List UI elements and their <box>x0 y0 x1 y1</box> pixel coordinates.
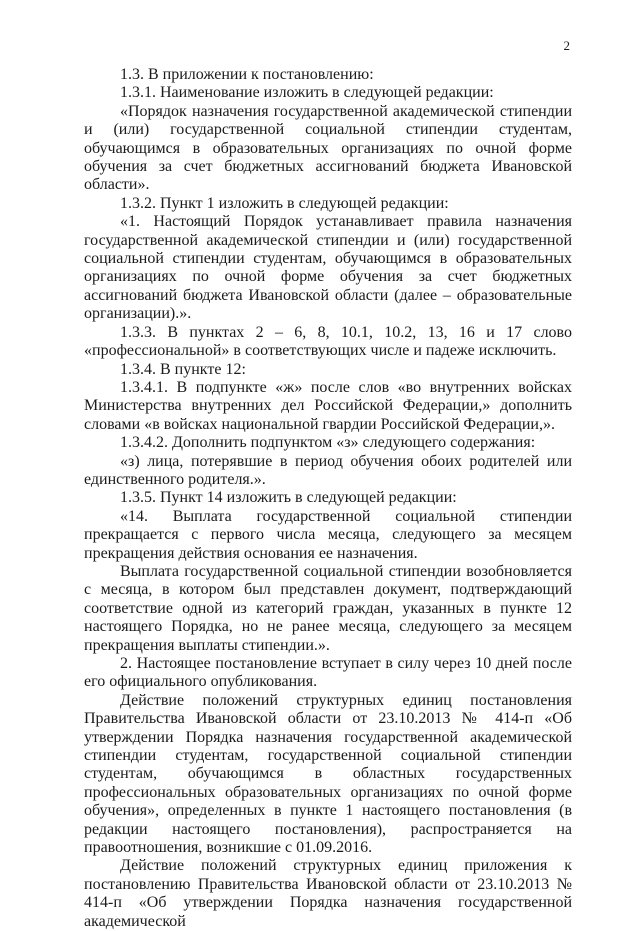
paragraph-resumption: Выплата государственной социальной стипендии возобновляется с месяца, в котором был представлен документ, подтверждающий соответствие одной из категорий граждан, указанных в пункте 12 настоящего Порядка, но не ранее месяца, следующего за месяцем прекращения выплаты стипендии.». <box>84 562 572 654</box>
paragraph-quote-subpoint-z: «з) лица, потерявшие в период обучения обоих родителей или единственного родителя.». <box>84 452 572 488</box>
document-body <box>84 66 572 931</box>
paragraph-quote-point-14: «14. Выплата государственной социальной стипендии прекращается с первого числа месяца, следующего за месяцем прекращения действия основания ее назначения. <box>84 507 572 562</box>
page-number: 2 <box>563 38 570 53</box>
paragraph-1-3-1: 1.3.1. Наименование изложить в следующей редакции: <box>120 84 494 102</box>
paragraph-1-3-2: 1.3.2. Пункт 1 изложить в следующей редакции: <box>120 194 449 212</box>
paragraph-1-3-3: 1.3.3. В пунктах 2 – 6, 8, 10.1, 10.2, 13, 16 и 17 слово «профессиональной» в соответствующих числе и падеже исключить. <box>84 323 572 360</box>
paragraph-2: 2. Настоящее постановление вступает в силу через 10 дней после его официального опубликования. <box>84 655 572 691</box>
paragraph-1-3-5: 1.3.5. Пункт 14 изложить в следующей редакции: <box>120 489 457 507</box>
paragraph-1-3-4-2: 1.3.4.2. Дополнить подпунктом «з» следующего содержания: <box>120 434 536 452</box>
paragraph-1-3: 1.3. В приложении к постановлению: <box>120 66 374 83</box>
paragraph-1-3-4: 1.3.4. В пункте 12: <box>120 360 246 378</box>
paragraph-quote-title: «Порядок назначения государственной академической стипендии и (или) государственной социальной стипендии студентам, обучающимся в образовательных организациях по очной форме обучения за счет бюджетных ассигнований бюджета Ивановской области». <box>84 102 572 194</box>
paragraph-effect-1: Действие положений структурных единиц постановления Правительства Ивановской области от 23.10.2013 № 414-п «Об утверждении Порядка назначения государственной академической стипендии студентам, государственной социальной стипендии студентам, обучающимся в областных государственных профессиональных образовательных организациях по очной форме обучения», определенных в пункте 1 настоящего постановления (в редакции настоящего постановления), распространяется на правоотношения, возникшие с 01.09.2016. <box>84 691 572 857</box>
paragraph-quote-point-1: «1. Настоящий Порядок устанавливает правила назначения государственной академической стипендии и (или) государственной социальной стипендии студентам, обучающимся в образовательных организациях по очной форме обучения за счет бюджетных ассигнований бюджета Ивановской области (далее – образовательные организации).». <box>84 213 572 323</box>
paragraph-1-3-4-1: 1.3.4.1. В подпункте «ж» после слов «во внутренних войсках Министерства внутренних дел Российской Федерации,» дополнить словами «в войсках национальной гвардии Российской Федерации,». <box>84 378 572 433</box>
paragraph-effect-2: Действие положений структурных единиц приложения к постановлению Правительства Ивановской области от 23.10.2013 № 414-п «Об утверждении Порядка назначения государственной академической <box>84 857 572 930</box>
